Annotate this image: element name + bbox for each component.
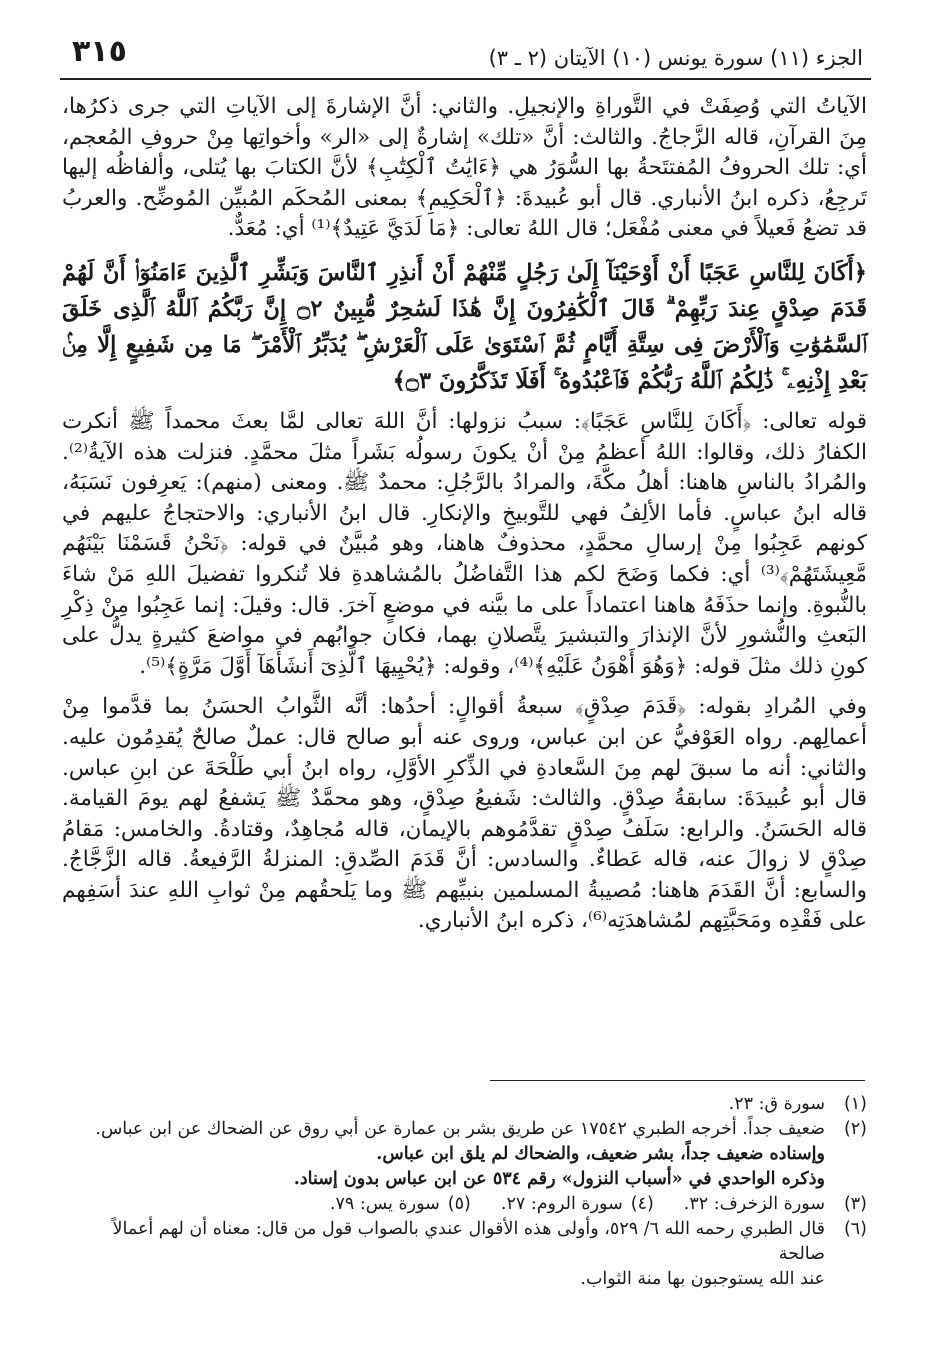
footnote-1: [62, 1092, 867, 1117]
running-head: الجزء (١١) سورة يونس (١٠) الآيتان (٢ ـ ٣): [488, 46, 863, 70]
main-text: [62, 92, 867, 947]
footnote-number: (٥): [447, 1194, 471, 1214]
footnote-number: (١): [843, 1094, 867, 1114]
footnote-line: عند الله يستوجبون بها منة الثواب.: [580, 1269, 825, 1289]
footnote-line: قال الطبري رحمه الله ٦/ ٥٢٩، وأولى هذه الأقوال عندي بالصواب قول من قال: معناه أن لهم أعمالاً صالحة: [112, 1219, 825, 1264]
footnote-number: (٢): [843, 1119, 867, 1139]
paragraph-seven-opinions: وفي المُرادِ بقوله: ﴿قَدَمَ صِدْقٍ﴾ سبعةُ أقوالٍ: أحدُها: أنَّه الثَّوابُ الحسَنُ بما قدَّموا مِنْ أعمالِهم. رواه العَوْفيُّ عن ابن عباس، وروى عنه أبو صالح قال: عملٌ صالحٌ يُقدِمُون عليه. والثاني: أنه ما سبقَ لهم مِنَ السَّعادةِ في الذِّكرِ الأوَّلِ، رواه ابنُ أبي طَلْحَةَ عن ابنِ عباس. قال أبو عُبيدَةَ: سابقةُ صِدْقٍ. والثالث: شَفيعُ صِدْقٍ، وهو محمَّدٌ ﷺ يَشفعُ لهم يومَ القيامة. قاله الحَسَنُ. والرابع: سَلَفُ صِدْقٍ تقدَّمُوهم بالإيمان، قاله مُجاهِدٌ، وقتادةُ. والخامس: مَقامُ صِدْقٍ لا زوالَ عنه، قاله عَطاءٌ. والسادس: أنَّ قَدَمَ الصِّدقِ: المنزلةُ الرَّفيعةُ. قاله الزَّجَّاجُ. والسابع: أنَّ القَدَمَ هاهنا: مُصيبةُ المسلمين بنبيِّهم ﷺ وما يَلحقُهم مِنْ ثوابِ اللهِ عندَ أسَفِهم على فَقْدِه ومَحَبَّتِهم لمُشاهدَتِه⁽⁶⁾، ذكره ابنُ الأنباري.: [62, 694, 867, 934]
footnote-5-text: سورة يس: ٧٩.: [329, 1194, 440, 1214]
page-number: ٣١٥: [72, 34, 127, 69]
footnote-divider: [490, 1080, 865, 1081]
footnote-3-4-5-row: [62, 1192, 867, 1217]
footnote-number: (٤): [630, 1194, 654, 1214]
paragraph-commentary: قوله تعالى: ﴿أَكَانَ لِلنَّاسِ عَجَبًا﴾: سببُ نزولها: أنَّ اللهَ تعالى لمَّا بعثَ محمداً ﷺ أنكرت الكفارُ ذلك، وقالوا: اللهُ أعظمُ مِنْ أنْ يكونَ رسولُه بَشَراً مثلَ محمَّدٍ. فنزلت هذه الآيةُ⁽²⁾. والمُرادُ بالناسِ هاهنا: أهلُ مكَّةَ، والمرادُ بالرَّجُلِ: محمدٌ ﷺ. ومعنى (منهم): يَعرِفون نَسَبَهُ، قاله ابنُ عباسٍ. فأما الألِفُ فهي للتَّوبيخِ والإنكارِ. قال ابنُ الأنباري: والاحتجاجُ عليهم في كونهم عَجِبُوا مِنْ إرسالِ محمَّدٍ، محذوفٌ هاهنا، وهو مُبيَّنٌ في قوله: ﴿نَحْنُ قَسَمْنَا بَيْنَهُم مَّعِيشَتَهُمْ﴾⁽³⁾ أي: فكما وَضَحَ لكم هذا التَّفاضُلُ بالمُشاهدةِ فلا تُنكروا تفضيلَ اللهِ مَنْ شاءَ بالنُّبوةِ. وإنما حذَفَهُ هاهنا اعتماداً على ما بيَّنه في موضعٍ آخرَ. قال: وقيلَ: إنما عَجِبُوا مِنْ ذِكْرِ البَعثِ والنُّشورِ لأنَّ الإنذارَ والتبشيرَ يتَّصلانِ بهما، فكان جوابُهم في مواضعَ كثيرةٍ يدلُّ على كونِ ذلك مثلَ قوله: ﴿وَهُوَ أَهْوَنُ عَلَيْهِ﴾⁽⁴⁾، وقوله: ﴿يُحْيِيهَا ٱلَّذِىٓ أَنشَأَهَآ أَوَّلَ مَرَّةٍ﴾⁽⁵⁾.: [62, 408, 867, 679]
footnote-number: (٣): [843, 1194, 867, 1214]
footnote-3-text: سورة الزخرف: ٣٢.: [683, 1194, 825, 1214]
footnotes: [62, 1092, 867, 1292]
footnote-6: [62, 1217, 867, 1292]
footnote-4-text: سورة الروم: ٢٧.: [500, 1194, 623, 1214]
footnote-2: [62, 1117, 867, 1192]
footnote-line: وذكره الواحدي في «أسباب النزول» رقم ٥٣٤ عن ابن عباس بدون إسناد.: [293, 1169, 825, 1189]
footnote-line: وإسناده ضعيف جداً، بشر ضعيف، والضحاك لم يلق ابن عباس.: [376, 1144, 825, 1164]
footnote-line: سورة ق: ٢٣.: [728, 1094, 825, 1114]
footnote-number: (٦): [843, 1219, 867, 1239]
paragraph-intro: الآياتُ التي وُصِفَتْ في التَّوراةِ والإنجيلِ. والثاني: أنَّ الإشارةَ إلى الآياتِ التي جرى ذكرُها، مِنَ القرآنِ، قاله الزَّجاجُ. والثالث: أنَّ «تلك» إشارةٌ إلى «الر» وأخواتِها مِنْ حروفِ المُعجم، أي: تلك الحروفُ المُفتتَحةُ بها السُّوَرُ هي ﴿ءَايَٰتُ ٱلْكِتَٰبِ﴾ لأنَّ الكتابَ بها يُتلى، وألفاظُه إليها تَرجِعُ، ذكره ابنُ الأنباري. قال أبو عُبيدةَ: ﴿ٱلْحَكِيمِ﴾ بمعنى المُحكَم المُبيِّن المُوضِّح. والعربُ قد تضعُ فَعيلاً في معنى مُفْعَل؛ قال اللهُ تعالى: ﴿مَا لَدَيَّ عَتِيدٌ﴾⁽¹⁾ أي: مُعَدٌّ.: [62, 94, 867, 242]
quran-verse-block: ﴿أَكَانَ لِلنَّاسِ عَجَبًا أَنْ أَوْحَيْنَآ إِلَىٰ رَجُلٍ مِّنْهُمْ أَنْ أَنذِرِ ٱلنَّاسَ وَبَشِّرِ ٱلَّذِينَ ءَامَنُوٓا۟ أَنَّ لَهُمْ قَدَمَ صِدْقٍ عِندَ رَبِّهِمْ ۗ قَالَ ٱلْكَٰفِرُونَ إِنَّ هَٰذَا لَسَٰحِرٌ مُّبِينٌ ۝٢ إِنَّ رَبَّكُمُ ٱللَّهُ ٱلَّذِى خَلَقَ ٱلسَّمَٰوَٰتِ وَٱلْأَرْضَ فِى سِتَّةِ أَيَّامٍ ثُمَّ ٱسْتَوَىٰ عَلَى ٱلْعَرْشِ ۖ يُدَبِّرُ ٱلْأَمْرَ ۖ مَا مِن شَفِيعٍ إِلَّا مِنۢ بَعْدِ إِذْنِهِۦ ۚ ذَٰلِكُمُ ٱللَّهُ رَبُّكُمْ فَٱعْبُدُوهُ ۚ أَفَلَا تَذَكَّرُونَ ۝٣﴾: [62, 259, 867, 394]
page-header: [60, 26, 871, 80]
footnote-line: ضعيف جداً. أخرجه الطبري ١٧٥٤٢ عن طريق بشر بن عمارة عن أبي روق عن الضحاك عن ابن عباس.: [95, 1119, 825, 1139]
